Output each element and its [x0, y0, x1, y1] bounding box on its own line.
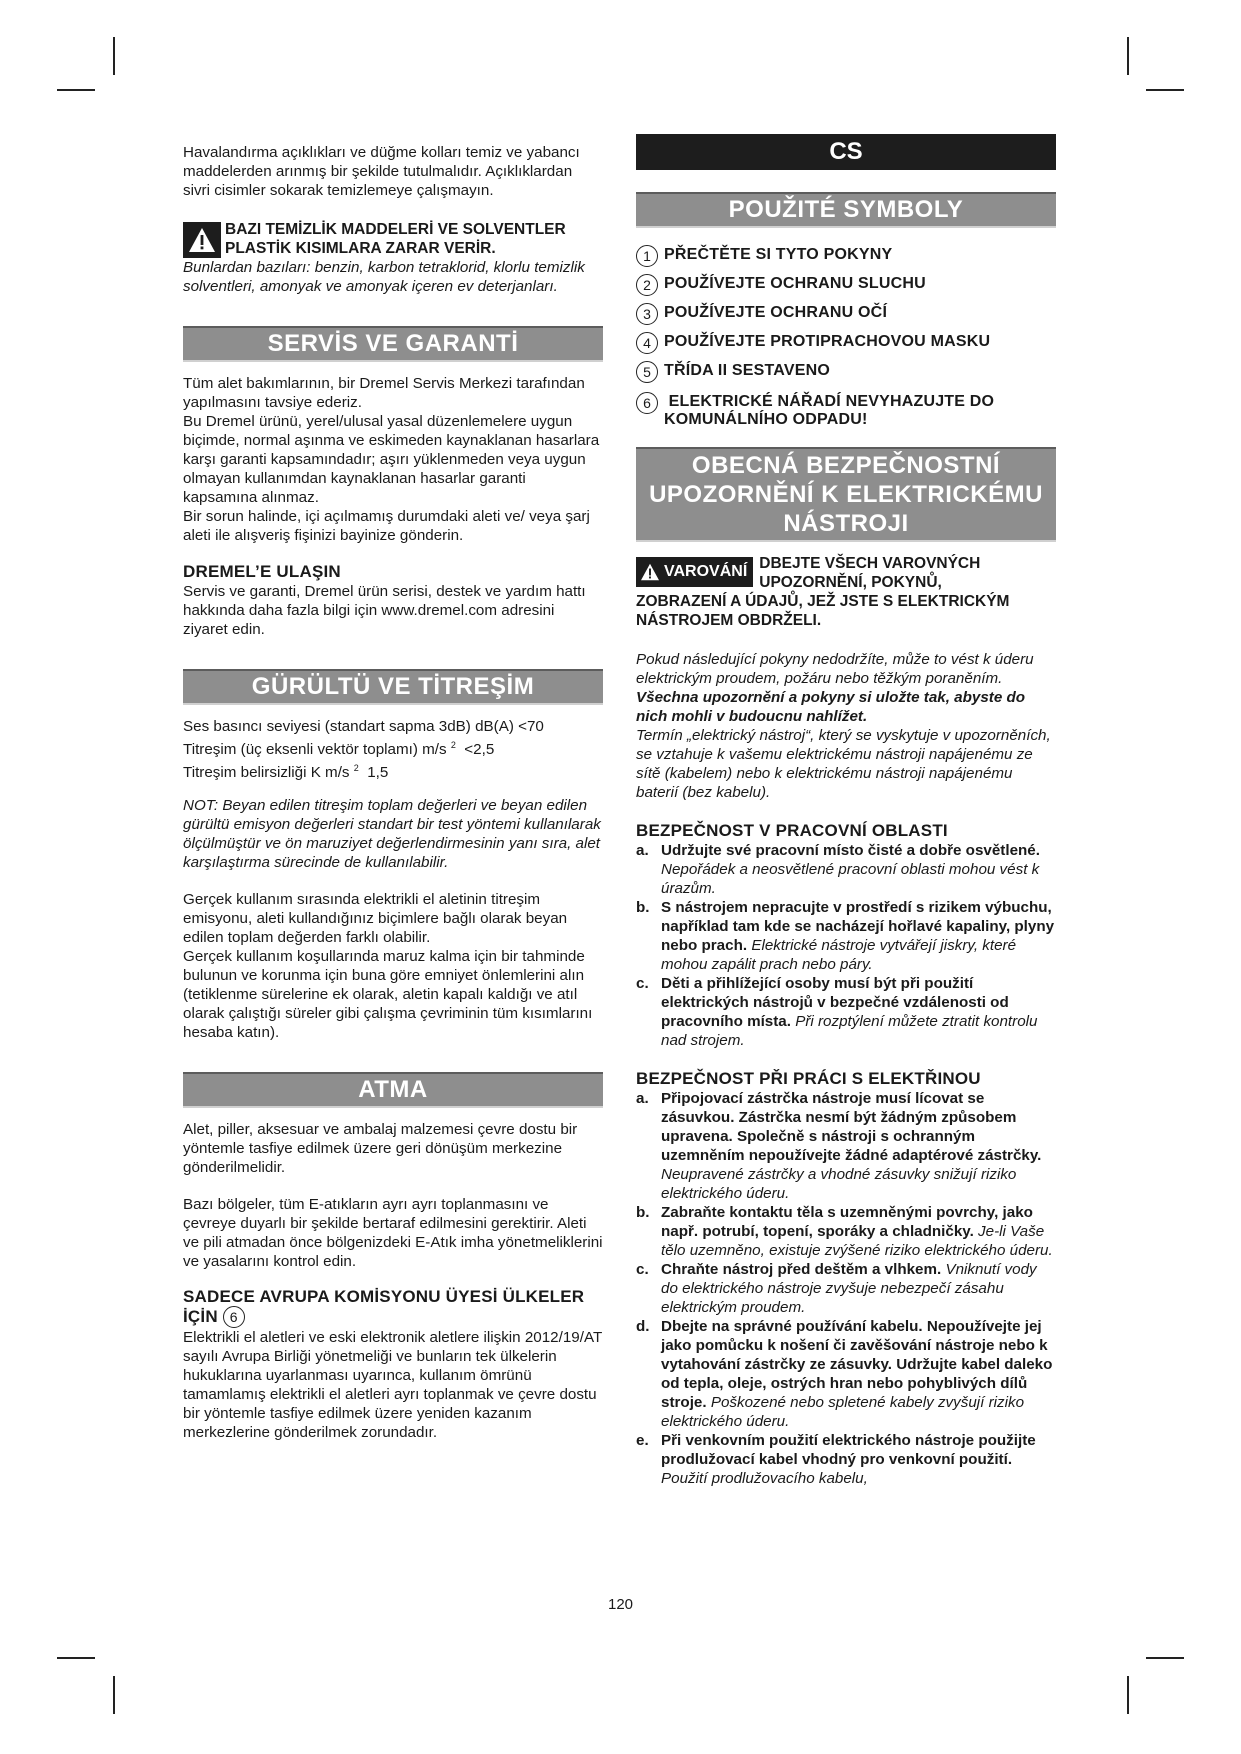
symbol-number: 1: [636, 245, 658, 267]
service-paragraph-1: Tüm alet bakımlarının, bir Dremel Servis Merkezi tarafından yapılmasını tavsiye ederiz.: [183, 375, 585, 411]
list-bold-text: Dbejte na správné používání kabelu. Nepoužívejte jej jako pomůcku k nošení či zavěšování nástroje nebo k vytahování zástrčky ze zásuvky. Udržujte kabel daleko od tepla, oleje, ostrých hran nebo pohyblivých dílů stroje.: [661, 1318, 1053, 1411]
section-title-general-safety: [636, 447, 1056, 542]
list-bold-text: Při venkovním použití elektrického nástroje použijte prodlužovací kabel vhodný pro venkovní použití.: [661, 1432, 1036, 1468]
vibration-label: Titreşim (üç eksenli vektör toplamı) m/s: [183, 741, 447, 759]
symbol-number: 6: [636, 392, 658, 414]
symbol-item: [636, 246, 1056, 267]
symbol-item: [636, 275, 1056, 296]
work-area-list: [636, 841, 1056, 1050]
eu-symbol-number: 6: [223, 1306, 245, 1328]
symbol-text: POUŽÍVEJTE OCHRANU OČÍ: [664, 304, 888, 321]
eu-heading: [183, 1287, 603, 1328]
list-body: [661, 1260, 1056, 1317]
solvent-warning-title: BAZI TEMİZLİK MADDELERİ VE SOLVENTLER PLASTİK KISIMLARA ZARAR VERİR.: [225, 221, 566, 257]
solvent-warning-body: Bunlardan bazıları: benzin, karbon tetraklorid, klorlu temizlik solventleri, amonyak ve amonyak içeren ev deterjanları.: [183, 259, 585, 295]
list-item: [636, 1260, 1056, 1317]
list-italic-text: Poškozené nebo spletené kabely zvyšují riziko elektrického úderu.: [661, 1394, 1025, 1430]
section-title-disposal: ATMA: [183, 1072, 603, 1108]
list-body: [661, 841, 1056, 898]
vibration-uncertainty-line: [183, 759, 603, 782]
crop-mark: [57, 89, 95, 91]
unit-exponent: 2: [353, 763, 359, 774]
list-marker: c.: [636, 975, 649, 992]
disposal-paragraph-1: Alet, piller, aksesuar ve ambalaj malzemesi çevre dostu bir yöntemle tasfiye edilmek üzere geri dönüşüm merkezine gönderilmelidir.: [183, 1121, 578, 1177]
crop-mark: [1146, 89, 1184, 91]
symbols-list: [636, 246, 1056, 429]
uncertainty-label: Titreşim belirsizliği K m/s: [183, 764, 350, 782]
symbol-number: 3: [636, 303, 658, 325]
list-body: [661, 974, 1056, 1050]
warning-triangle-icon: [640, 563, 660, 581]
list-item: [636, 1089, 1056, 1203]
list-italic-text: Je-li Vaše tělo uzemněno, existuje zvýšené riziko elektrického úderu.: [661, 1223, 1053, 1259]
list-body: [661, 1089, 1056, 1203]
list-item: [636, 1431, 1056, 1488]
list-body: [661, 1203, 1056, 1260]
general-safety-title-line-2: UPOZORNĚNÍ K ELEKTRICKÉMU: [649, 481, 1043, 508]
list-item: [636, 974, 1056, 1050]
general-warning-bold: Všechna upozornění a pokyny si uložte tak, abyste do nich mohli v budoucnu nahlížet.: [636, 689, 1026, 725]
general-warning-head-2: ZOBRAZENÍ A ÚDAJŮ, JEŽ JSTE S ELEKTRICKÝM NÁSTROJEM OBDRŽELI.: [636, 593, 1010, 629]
symbol-text: ELEKTRICKÉ NÁŘADÍ NEVYHAZUJTE DO KOMUNÁLNÍHO ODPADU!: [664, 393, 999, 428]
list-marker: a.: [636, 842, 649, 859]
symbol-item: [636, 393, 1056, 429]
symbol-number: 2: [636, 274, 658, 296]
cleaning-paragraph: Havalandırma açıklıkları ve düğme kolları temiz ve yabancı maddelerden arınmış bir şekilde tutulmalıdır. Açıklıklardan sivri cisimler sokarak temizlemeye çalışmayın.: [183, 144, 580, 199]
solvent-warning: [183, 220, 603, 258]
list-body: [661, 898, 1056, 974]
section-title-noise: GÜRÜLTÜ VE TİTREŞİM: [183, 669, 603, 705]
list-italic-text: Použití prodlužovacího kabelu,: [661, 1470, 868, 1487]
vibration-paragraph-2: Gerçek kullanım koşullarında maruz kalma için bir tahminde bulunun ve korunma için buna göre emniyet önlemlerini alın (tetiklenme sürelerine ek olarak, aletin kapalı kaldığı ve atıl olarak çalıştığı süreler gibi çalışma çevriminin tüm kısımlarını hesaba katın).: [183, 948, 593, 1042]
list-bold-text: Zabraňte kontaktu těla s uzemněnými povrchy, jako např. potrubí, topení, sporáky a chladničky.: [661, 1204, 1033, 1240]
list-bold-text: Udržujte své pracovní místo čisté a dobře osvětlené.: [661, 842, 1040, 859]
symbol-item: [636, 304, 1056, 325]
list-marker: c.: [636, 1261, 649, 1278]
crop-mark: [1127, 37, 1129, 75]
noise-pressure-line: Ses basıncı seviyesi (standart sapma 3dB) dB(A) <70: [183, 718, 544, 735]
list-body: [661, 1317, 1056, 1431]
list-italic-text: Vniknutí vody do elektrického nástroje zvyšuje nebezpečí zásahu elektrickým proudem.: [661, 1261, 1037, 1316]
crop-mark: [1127, 1676, 1129, 1714]
service-paragraph-2: Bu Dremel ürünü, yerel/ulusal yasal düzenlemelere uygun biçimde, normal aşınma ve eskimeden kaynaklanan hasarlara karşı garanti kapsamındadır; aşırı yüklenmeden veya uygun olmayan kullanımdan kaynaklanan hasarlar garanti kapsamına alınmaz.: [183, 413, 600, 506]
list-item: [636, 1317, 1056, 1431]
symbol-text: POUŽÍVEJTE OCHRANU SLUCHU: [664, 275, 926, 292]
crop-mark: [1146, 1657, 1184, 1659]
list-marker: b.: [636, 1204, 650, 1221]
list-item: [636, 1203, 1056, 1260]
list-bold-text: Chraňte nástroj před deštěm a vlhkem.: [661, 1261, 942, 1278]
work-area-heading: BEZPEČNOST V PRACOVNÍ OBLASTI: [636, 821, 948, 840]
left-column: [183, 143, 603, 1442]
right-column: [636, 134, 1056, 1488]
list-bold-text: Děti a přihlížející osoby musí být při použití elektrických nástrojů v bezpečné vzdálenosti od pracovního místa.: [661, 975, 1009, 1030]
crop-mark: [57, 1657, 95, 1659]
noise-note: NOT: Beyan edilen titreşim toplam değerleri ve beyan edilen gürültü emisyon değerleri standart bir test yöntemi kullanılarak ölçülmüştür ve ön maruziyet değerlendirmesinin yanı sıra, alet karşılaştırma sürecinde de kullanılabilir.: [183, 797, 601, 872]
list-marker: a.: [636, 1090, 649, 1107]
list-bold-text: S nástrojem nepracujte v prostředí s rizikem výbuchu, například tam kde se nacházejí hořlavé kapaliny, plyny nebo prach.: [661, 899, 1055, 954]
disposal-paragraph-2: Bazı bölgeler, tüm E-atıkların ayrı ayrı toplanmasını ve çevreye duyarlı bir şekilde bertaraf edilmesini gerektirir. Aleti ve pili atmadan önce bölgenizdeki E-Atık imha yönetmeliklerini ve yasalarını kontrol edin.: [183, 1196, 603, 1271]
general-warning-italic-1: Pokud následující pokyny nedodržíte, může to vést k úderu elektrickým proudem, požáru nebo těžkým poraněním.: [636, 651, 1034, 687]
warning-triangle-icon: [183, 222, 221, 258]
symbol-number: 4: [636, 332, 658, 354]
symbol-text: PŘEČTĚTE SI TYTO POKYNY: [664, 246, 893, 263]
list-italic-text: Při rozptýlení můžete ztratit kontrolu nad strojem.: [661, 1013, 1038, 1049]
general-warning-head-1: DBEJTE VŠECH VAROVNÝCH UPOZORNĚNÍ, POKYNŮ,: [759, 555, 981, 591]
symbol-text: POUŽÍVEJTE PROTIPRACHOVOU MASKU: [664, 333, 991, 350]
symbol-text: TŘÍDA II SESTAVENO: [664, 362, 830, 379]
list-body: [661, 1431, 1056, 1488]
warning-badge: [636, 557, 753, 587]
list-marker: e.: [636, 1432, 649, 1449]
unit-exponent: 2: [450, 740, 456, 750]
page-number: 120: [607, 1596, 634, 1613]
list-marker: d.: [636, 1318, 650, 1335]
uncertainty-value: 1,5: [367, 764, 389, 782]
crop-mark: [113, 37, 115, 75]
list-italic-text: Elektrické nástroje vytvářejí jiskry, které mohou zapálit prach nebo páry.: [661, 937, 1017, 973]
section-title-service: SERVİS VE GARANTİ: [183, 326, 603, 362]
electrical-safety-heading: BEZPEČNOST PŘI PRÁCI S ELEKTŘINOU: [636, 1069, 981, 1088]
list-bold-text: Připojovací zástrčka nástroje musí lícovat se zásuvkou. Zástrčka nesmí být žádným způsobem upravena. Společně s nástroji s ochranným uzemněním nepoužívejte žádné adaptérové zástrčky.: [661, 1090, 1042, 1164]
symbol-item: [636, 362, 1056, 383]
symbol-item: [636, 333, 1056, 354]
list-italic-text: Neupravené zástrčky a vhodné zásuvky snižují riziko elektrického úderu.: [661, 1166, 1017, 1202]
vibration-paragraph-1: Gerçek kullanım sırasında elektrikli el aletinin titreşim emisyonu, aleti kullandığınız biçimlere bağlı olarak beyan edilen toplam değerden farklı olabilir.: [183, 891, 568, 947]
eu-paragraph: Elektrikli el aletleri ve eski elektronik aletlere ilişkin 2012/19/AT sayılı Avrupa Birliği yönetmeliği ve bunların tek ülkelerin hukuklarına uyarlanması uyarınca, kullanım ömrünü tamamlamış elektrikli el aletleri ayrı toplanmak ve çevre dostu bir yöntemle tasfiye edilmek üzere yeniden kazanım merkezlerine gönderilmek zorundadır.: [183, 1329, 602, 1442]
list-item: [636, 898, 1056, 974]
service-paragraph-3: Bir sorun halinde, içi açılmamış durumdaki aleti ve/ veya şarj aleti ile alışveriş fişinizi bayinize gönderin.: [183, 508, 590, 544]
section-title-symbols: POUŽITÉ SYMBOLY: [636, 192, 1056, 228]
general-safety-title-line-3: NÁSTROJI: [783, 510, 909, 537]
list-item: [636, 841, 1056, 898]
list-italic-text: Nepořádek a neosvětlené pracovní oblasti mohou vést k úrazům.: [661, 861, 1040, 897]
vibration-value: <2,5: [464, 741, 495, 759]
contact-heading: DREMEL’E ULAŞIN: [183, 562, 341, 581]
vibration-line: [183, 736, 603, 759]
contact-paragraph: Servis ve garanti, Dremel ürün serisi, destek ve yardım hattı hakkında daha fazla bilgi için www.dremel.com adresini ziyaret edin.: [183, 583, 586, 638]
general-warning: [636, 554, 1056, 592]
language-header: CS: [636, 134, 1056, 170]
crop-mark: [113, 1676, 115, 1714]
electrical-safety-list: [636, 1089, 1056, 1488]
eu-heading-text: SADECE AVRUPA KOMİSYONU ÜYESİ ÜLKELER İÇİN: [183, 1287, 585, 1327]
symbol-number: 5: [636, 361, 658, 383]
list-marker: b.: [636, 899, 650, 916]
warning-badge-label: VAROVÁNÍ: [664, 563, 748, 580]
general-safety-title-line-1: OBECNÁ BEZPEČNOSTNÍ: [691, 452, 1001, 479]
general-warning-italic-2: Termín „elektrický nástroj“, který se vyskytuje v upozorněních, se vztahuje k vašemu elektrickému nástroji napájenému ze sítě (kabelem) nebo k elektrickému nástroji napájenému baterií (bez kabelu).: [636, 727, 1051, 801]
